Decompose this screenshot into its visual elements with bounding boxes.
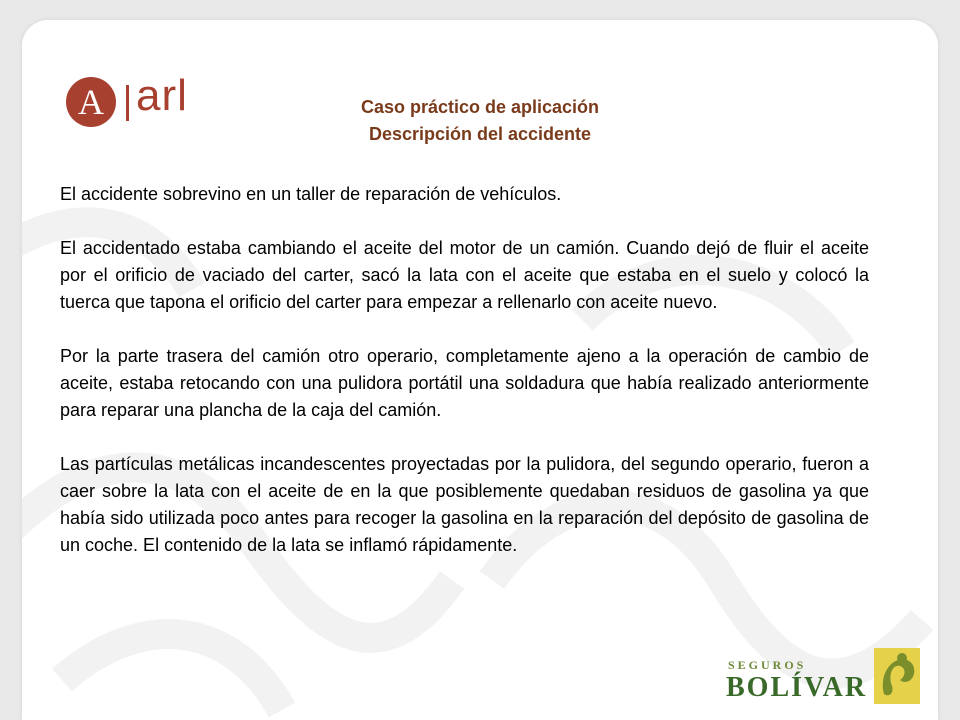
- title-line-1: Caso práctico de aplicación: [360, 97, 600, 117]
- arl-logo-word: arl: [136, 71, 188, 120]
- paragraph-2: El accidentado estaba cambiando el aceite del motor de un camión. Cuando dejó de fluir el aceite por el orificio de vaciado del carter, sacó la lata con el aceite que estaba en el suelo y colocó la tuerca que tapona el orificio del carter para empezar a rellenarlo con aceite nuevo.: [60, 238, 869, 312]
- arl-logo-letter: A: [66, 77, 116, 127]
- bolivar-subtitle: SEGUROS: [728, 658, 807, 672]
- paragraph-3: Por la parte trasera del camión otro operario, completamente ajeno a la operación de cambio de aceite, estaba retocando con una pulidora portátil una soldadura que había realizado anteriormente para reparar una plancha de la caja del camión.: [60, 346, 869, 420]
- paragraph-1: El accidente sobrevino en un taller de reparación de vehículos.: [60, 184, 562, 204]
- bolivar-emblem-icon: [870, 646, 922, 706]
- title-line-2: Descripción del accidente: [368, 124, 592, 144]
- paragraph-4: Las partículas metálicas incandescentes proyectadas por la pulidora, del segundo operario, fueron a caer sobre la lata con el aceite de en la que posiblemente quedaban residuos de gasolina ya que había sido utilizada poco antes para recoger la gasolina en la reparación del depósito de gasolina de un coche. El contenido de la lata se inflamó rápidamente.: [60, 454, 869, 555]
- seguros-bolivar-logo: [722, 642, 922, 712]
- slide-body: [60, 181, 869, 586]
- bolivar-name: BOLÍVAR: [726, 672, 868, 703]
- slide-title: [0, 94, 960, 148]
